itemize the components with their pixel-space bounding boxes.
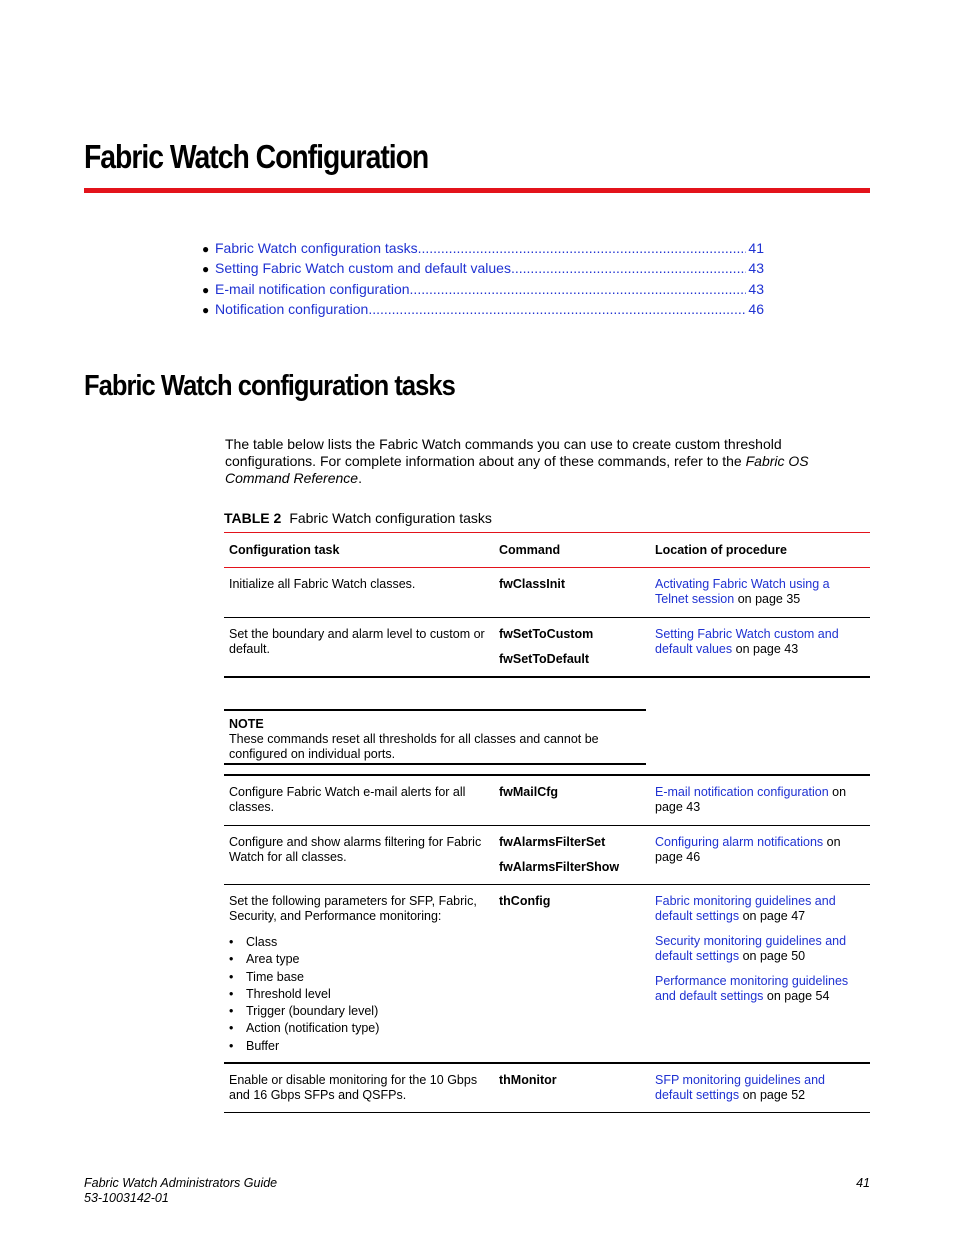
task-cell: Enable or disable monitoring for the 10 Gbps and 16 Gbps SFPs and QSFPs.: [229, 1073, 478, 1102]
note-bottom-rule: [224, 763, 646, 765]
table-number: TABLE 2: [224, 510, 282, 526]
bullet-icon: ●: [202, 262, 210, 277]
section-title: Fabric Watch configuration tasks: [84, 370, 455, 402]
location-cell: Fabric monitoring guidelines and default settings on page 47 Security monitoring guidelines and default settings on page 50 Performance monitoring guidelines and default settings on page 54: [655, 894, 849, 1003]
list-item: • Time base: [229, 969, 491, 986]
footer-doc-title: Fabric Watch Administrators Guide: [84, 1176, 278, 1190]
bullet-icon: ●: [202, 282, 210, 297]
location-cell: E-mail notification configuration on page 43: [655, 785, 847, 814]
toc-item: [202, 260, 764, 280]
list-item: • Area type: [229, 951, 491, 968]
procedure-link[interactable]: Security monitoring guidelines and default settings: [655, 934, 847, 963]
procedure-link[interactable]: E-mail notification configuration: [655, 785, 829, 799]
column-header: Command: [499, 543, 561, 557]
location-cell: Configuring alarm notifications on page 46: [655, 835, 841, 864]
column-header: Location of procedure: [655, 543, 787, 557]
note-top-rule: [224, 709, 646, 711]
footer-page-number: 41: [856, 1176, 870, 1190]
toc-link[interactable]: E-mail notification configuration ..... 43: [215, 281, 764, 297]
table-top-rule: [224, 532, 870, 533]
procedure-link[interactable]: Setting Fabric Watch custom and default values: [655, 627, 839, 656]
location-cell: Setting Fabric Watch custom and default values on page 43: [655, 627, 839, 656]
bullet-icon: ●: [202, 242, 210, 256]
row-divider: [224, 1062, 870, 1064]
table-title: Fabric Watch configuration tasks: [289, 510, 492, 526]
task-cell: Initialize all Fabric Watch classes.: [229, 577, 416, 591]
list-item: • Buffer: [229, 1038, 491, 1055]
note-box: [229, 717, 639, 762]
note-label: NOTE: [229, 717, 264, 731]
mini-toc: [202, 240, 764, 321]
procedure-link[interactable]: SFP monitoring guidelines and default settings: [655, 1073, 826, 1102]
note-text: These commands reset all thresholds for all classes and cannot be configured on individual ports.: [229, 732, 599, 761]
row-divider: [224, 676, 870, 678]
command-cell: thMonitor: [499, 1073, 557, 1087]
toc-link[interactable]: Setting Fabric Watch custom and default values ..... 43: [215, 260, 764, 276]
bullet-icon: ●: [202, 302, 210, 317]
toc-item: [202, 301, 764, 321]
toc-item: [202, 240, 764, 260]
location-cell: Activating Fabric Watch using a Telnet session on page 35: [655, 577, 830, 606]
command-cell: thConfig: [499, 894, 551, 908]
toc-link[interactable]: Notification configuration ..... 46: [215, 301, 764, 317]
table-bottom-rule: [224, 1112, 870, 1113]
location-cell: SFP monitoring guidelines and default settings on page 52: [655, 1073, 826, 1102]
row-divider: [224, 884, 870, 885]
footer-doc-number: 53-1003142-01: [84, 1191, 169, 1205]
footer-doc-info: [84, 1176, 277, 1206]
toc-item: [202, 281, 764, 301]
task-cell: Configure and show alarms filtering for Fabric Watch for all classes.: [229, 835, 482, 864]
reference-title: Fabric OS Command Reference: [225, 453, 809, 486]
procedure-link[interactable]: Configuring alarm notifications: [655, 835, 824, 849]
task-cell: Set the boundary and alarm level to custom or default.: [229, 627, 485, 656]
list-item: • Action (notification type): [229, 1020, 491, 1037]
list-item: • Threshold level: [229, 986, 491, 1003]
chapter-title-rule: [84, 188, 870, 193]
command-cell: fwSetToCustom fwSetToDefault: [499, 627, 594, 666]
table-header-rule: [224, 567, 870, 568]
row-divider: [224, 617, 870, 618]
list-item: • Class: [229, 934, 491, 951]
procedure-link[interactable]: Activating Fabric Watch using a Telnet session: [655, 577, 830, 606]
command-cell: fwAlarmsFilterSet fwAlarmsFilterShow: [499, 835, 620, 874]
task-cell: Set the following parameters for SFP, Fabric, Security, and Performance monitoring: • Class • Area type • Time base • Threshold level • Trigger (boundary level) • Action (notification type) • Buffer: [229, 894, 491, 1055]
task-cell: Configure Fabric Watch e-mail alerts for all classes.: [229, 785, 466, 814]
procedure-link[interactable]: Performance monitoring guidelines and default settings: [655, 974, 849, 1003]
row-divider: [224, 825, 870, 826]
command-cell: fwMailCfg: [499, 785, 559, 799]
column-header: Configuration task: [229, 543, 340, 557]
toc-link[interactable]: Fabric Watch configuration tasks ..... 41: [215, 240, 764, 256]
list-item: • Trigger (boundary level): [229, 1003, 491, 1020]
chapter-title: Fabric Watch Configuration: [84, 138, 429, 175]
command-cell: fwClassInit: [499, 577, 565, 591]
table-caption: [224, 510, 492, 526]
parameter-list: [229, 934, 491, 1055]
row-divider: [224, 774, 870, 776]
intro-paragraph: The table below lists the Fabric Watch commands you can use to create custom threshold configurations. For complete information about any of these commands, refer to the Fabric OS Command Reference.: [225, 436, 809, 486]
procedure-link[interactable]: Fabric monitoring guidelines and default settings: [655, 894, 836, 923]
